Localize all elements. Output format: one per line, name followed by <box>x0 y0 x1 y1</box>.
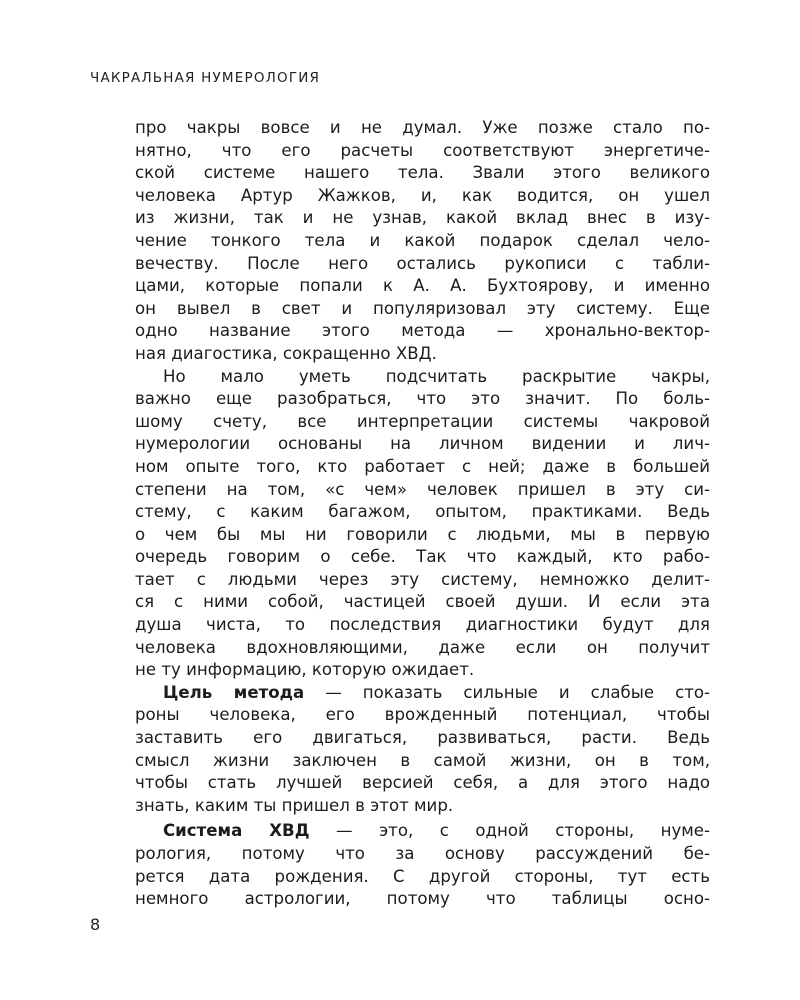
text-line: он вывел в свет и популяризовал эту систему. Еще <box>135 298 710 318</box>
text-line: важно еще разобраться, что это значит. По боль- <box>135 389 710 409</box>
text-line: роны человека, его врожденный потенциал, чтобы <box>135 705 710 725</box>
text-line: ная диагостика, сокращенно ХВД. <box>135 343 437 363</box>
paragraph-4 <box>135 820 710 910</box>
text-line: ской системе нашего тела. Звали этого великого <box>135 163 710 183</box>
text-fragment: — показать сильные и слабые сто- <box>304 682 711 702</box>
text-line: степени на том, «с чем» человек пришел в эту си- <box>135 479 710 499</box>
text-line: одно название этого метода — хронально-вектор- <box>135 321 710 341</box>
text-line <box>135 682 710 705</box>
text-line: чение тонкого тела и какой подарок сделал чело- <box>135 230 710 250</box>
text-line: чтобы стать лучшей версией себя, а для этого надо <box>135 773 710 793</box>
bold-term: Система ХВД <box>163 821 310 841</box>
text-line: о чем бы мы ни говорили с людьми, мы в первую <box>135 524 710 544</box>
text-fragment: — это, с одной стороны, нуме- <box>309 821 710 841</box>
text-line: вечеству. После него остались рукописи с табли- <box>135 253 710 273</box>
text-line: очередь говорим о себе. Так что каждый, кто рабо- <box>135 547 710 567</box>
text-line: знать, каким ты пришел в этот мир. <box>135 795 454 815</box>
text-line: Но мало уметь подсчитать раскрытие чакры, <box>163 366 710 386</box>
text-line: немного астрологии, потому что таблицы осно- <box>135 889 710 909</box>
text-line: стему, с каким багажом, опытом, практиками. Ведь <box>135 502 710 522</box>
paragraph-2 <box>135 366 710 682</box>
text-line: тает с людьми через эту систему, немножко делит- <box>135 569 710 589</box>
text-line: смысл жизни заключен в самой жизни, он в том, <box>135 750 710 770</box>
text-line: про чакры вовсе и не думал. Уже позже стало по- <box>135 118 710 137</box>
running-header: ЧАКРАЛЬНАЯ НУМЕРОЛОГИЯ <box>90 70 321 86</box>
text-line: из жизни, так и не узнав, какой вклад внес в изу- <box>135 208 710 228</box>
body-text <box>135 117 710 911</box>
text-line: шому счету, все интерпретации системы чакровой <box>135 411 710 431</box>
text-line: не ту информацию, которую ожидает. <box>135 660 475 680</box>
text-line: душа чиста, то последствия диагностики будут для <box>135 615 710 635</box>
text-line: рология, потому что за основу рассуждений бе- <box>135 844 710 863</box>
text-line: человека Артур Жажков, и, как водится, он ушел <box>135 185 710 205</box>
text-line: нятно, что его расчеты соответствуют энергетиче- <box>135 140 710 160</box>
text-line: цами, которые попали к А. А. Бухтоярову, и именно <box>135 276 710 296</box>
text-line: ся с ними собой, частицей своей души. И если эта <box>135 592 710 612</box>
text-line <box>135 820 710 843</box>
text-line: ном опыте того, кто работает с ней; даже в большей <box>135 456 710 476</box>
text-line: человека вдохновляющими, даже если он получит <box>135 637 710 657</box>
text-line: рется дата рождения. С другой стороны, тут есть <box>135 866 710 886</box>
bold-term: Цель метода <box>163 682 305 702</box>
text-line: заставить его двигаться, развиваться, расти. Ведь <box>135 728 710 748</box>
paragraph-1 <box>135 117 710 366</box>
paragraph-3 <box>135 682 710 818</box>
page-number: 8 <box>90 915 101 934</box>
text-line: нумерологии основаны на личном видении и лич- <box>135 434 710 454</box>
